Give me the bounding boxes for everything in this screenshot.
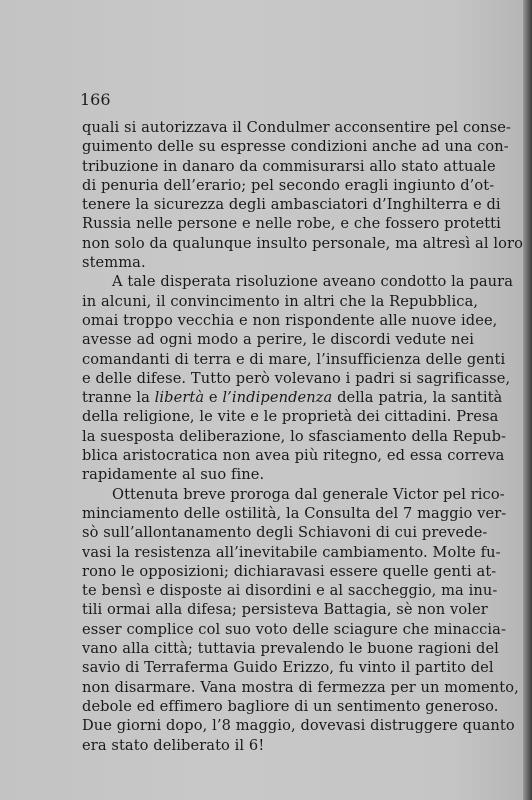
text-span: della patria, la santità bbox=[332, 389, 503, 407]
text-line: tenere la sicurezza degli ambasciatori d’Inghilterra e di bbox=[82, 196, 501, 214]
text-line: guimento delle su espresse condizioni anche ad una con- bbox=[82, 138, 509, 156]
text-line: la suesposta deliberazione, lo sfasciamento della Repub- bbox=[82, 427, 507, 445]
italic-word-indipendenza: l’indipendenza bbox=[222, 389, 333, 407]
text-span: e bbox=[204, 389, 223, 407]
text-line: avesse ad ogni modo a perire, le discordi vedute nei bbox=[82, 331, 474, 349]
italic-word-liberta: libertà bbox=[154, 389, 205, 407]
text-line-with-italics bbox=[82, 388, 503, 407]
text-line: Due giorni dopo, l’8 maggio, dovevasi distruggere quanto bbox=[82, 717, 515, 735]
text-line-paragraph-start: Ottenuta breve proroga dal generale Victor pel rico- bbox=[112, 485, 505, 503]
text-line-paragraph-start: A tale disperata risoluzione aveano condotto la paura bbox=[112, 273, 514, 291]
text-line: savio di Terraferma Guido Erizzo, fu vinto il partito del bbox=[82, 659, 494, 677]
text-line: debole ed effimero bagliore di un sentimento generoso. bbox=[82, 697, 499, 715]
text-line: di penuria dell’erario; pel secondo eragli ingiunto d’ot- bbox=[82, 176, 495, 194]
text-line: vasi la resistenza all’inevitabile cambiamento. Molte fu- bbox=[82, 543, 501, 561]
text-line: vano alla città; tuttavia prevalendo le buone ragioni del bbox=[82, 640, 499, 658]
text-line: stemma. bbox=[82, 254, 146, 272]
text-line: comandanti di terra e di mare, l’insufficienza delle genti bbox=[82, 350, 506, 368]
text-line: esser complice col suo voto delle sciagure che minaccia- bbox=[82, 620, 507, 638]
text-line: rapidamente al suo fine. bbox=[82, 466, 265, 484]
text-line: minciamento delle ostilità, la Consulta del 7 maggio ver- bbox=[82, 504, 507, 522]
text-line: tili ormai alla difesa; persisteva Battagia, sè non voler bbox=[82, 601, 488, 619]
text-line: non disarmare. Vana mostra di fermezza per un momento, bbox=[82, 678, 519, 696]
text-line: della religione, le vite e le proprietà dei cittadini. Presa bbox=[82, 408, 499, 426]
text-line: tribuzione in danaro da commisurarsi allo stato attuale bbox=[82, 157, 496, 175]
text-line: omai troppo vecchia e non rispondente alle nuove idee, bbox=[82, 311, 498, 329]
text-line: e delle difese. Tutto però volevano i padri si sagrificasse, bbox=[82, 369, 511, 387]
text-line: in alcuni, il convincimento in altri che la Repubblica, bbox=[82, 292, 479, 310]
text-line: blica aristocratica non avea più ritegno, ed essa correva bbox=[82, 447, 505, 465]
text-line: sò sull’allontanamento degli Schiavoni di cui prevede- bbox=[82, 524, 488, 542]
page-edge-shadow bbox=[523, 0, 532, 800]
text-span: tranne la bbox=[82, 389, 155, 407]
text-line: non solo da qualunque insulto personale, ma altresì al loro bbox=[82, 234, 523, 252]
text-line: quali si autorizzava il Condulmer acconsentire pel conse- bbox=[82, 119, 512, 136]
text-line: Russia nelle persone e nelle robe, e che fossero protetti bbox=[82, 215, 501, 233]
text-line: te bensì e disposte ai disordini e al saccheggio, ma inu- bbox=[82, 582, 498, 600]
text-line: era stato deliberato il 6! bbox=[82, 736, 265, 754]
text-line: rono le opposizioni; dichiaravasi essere quelle genti at- bbox=[82, 562, 497, 580]
body-text bbox=[82, 118, 523, 755]
page-number: 166 bbox=[80, 90, 111, 109]
